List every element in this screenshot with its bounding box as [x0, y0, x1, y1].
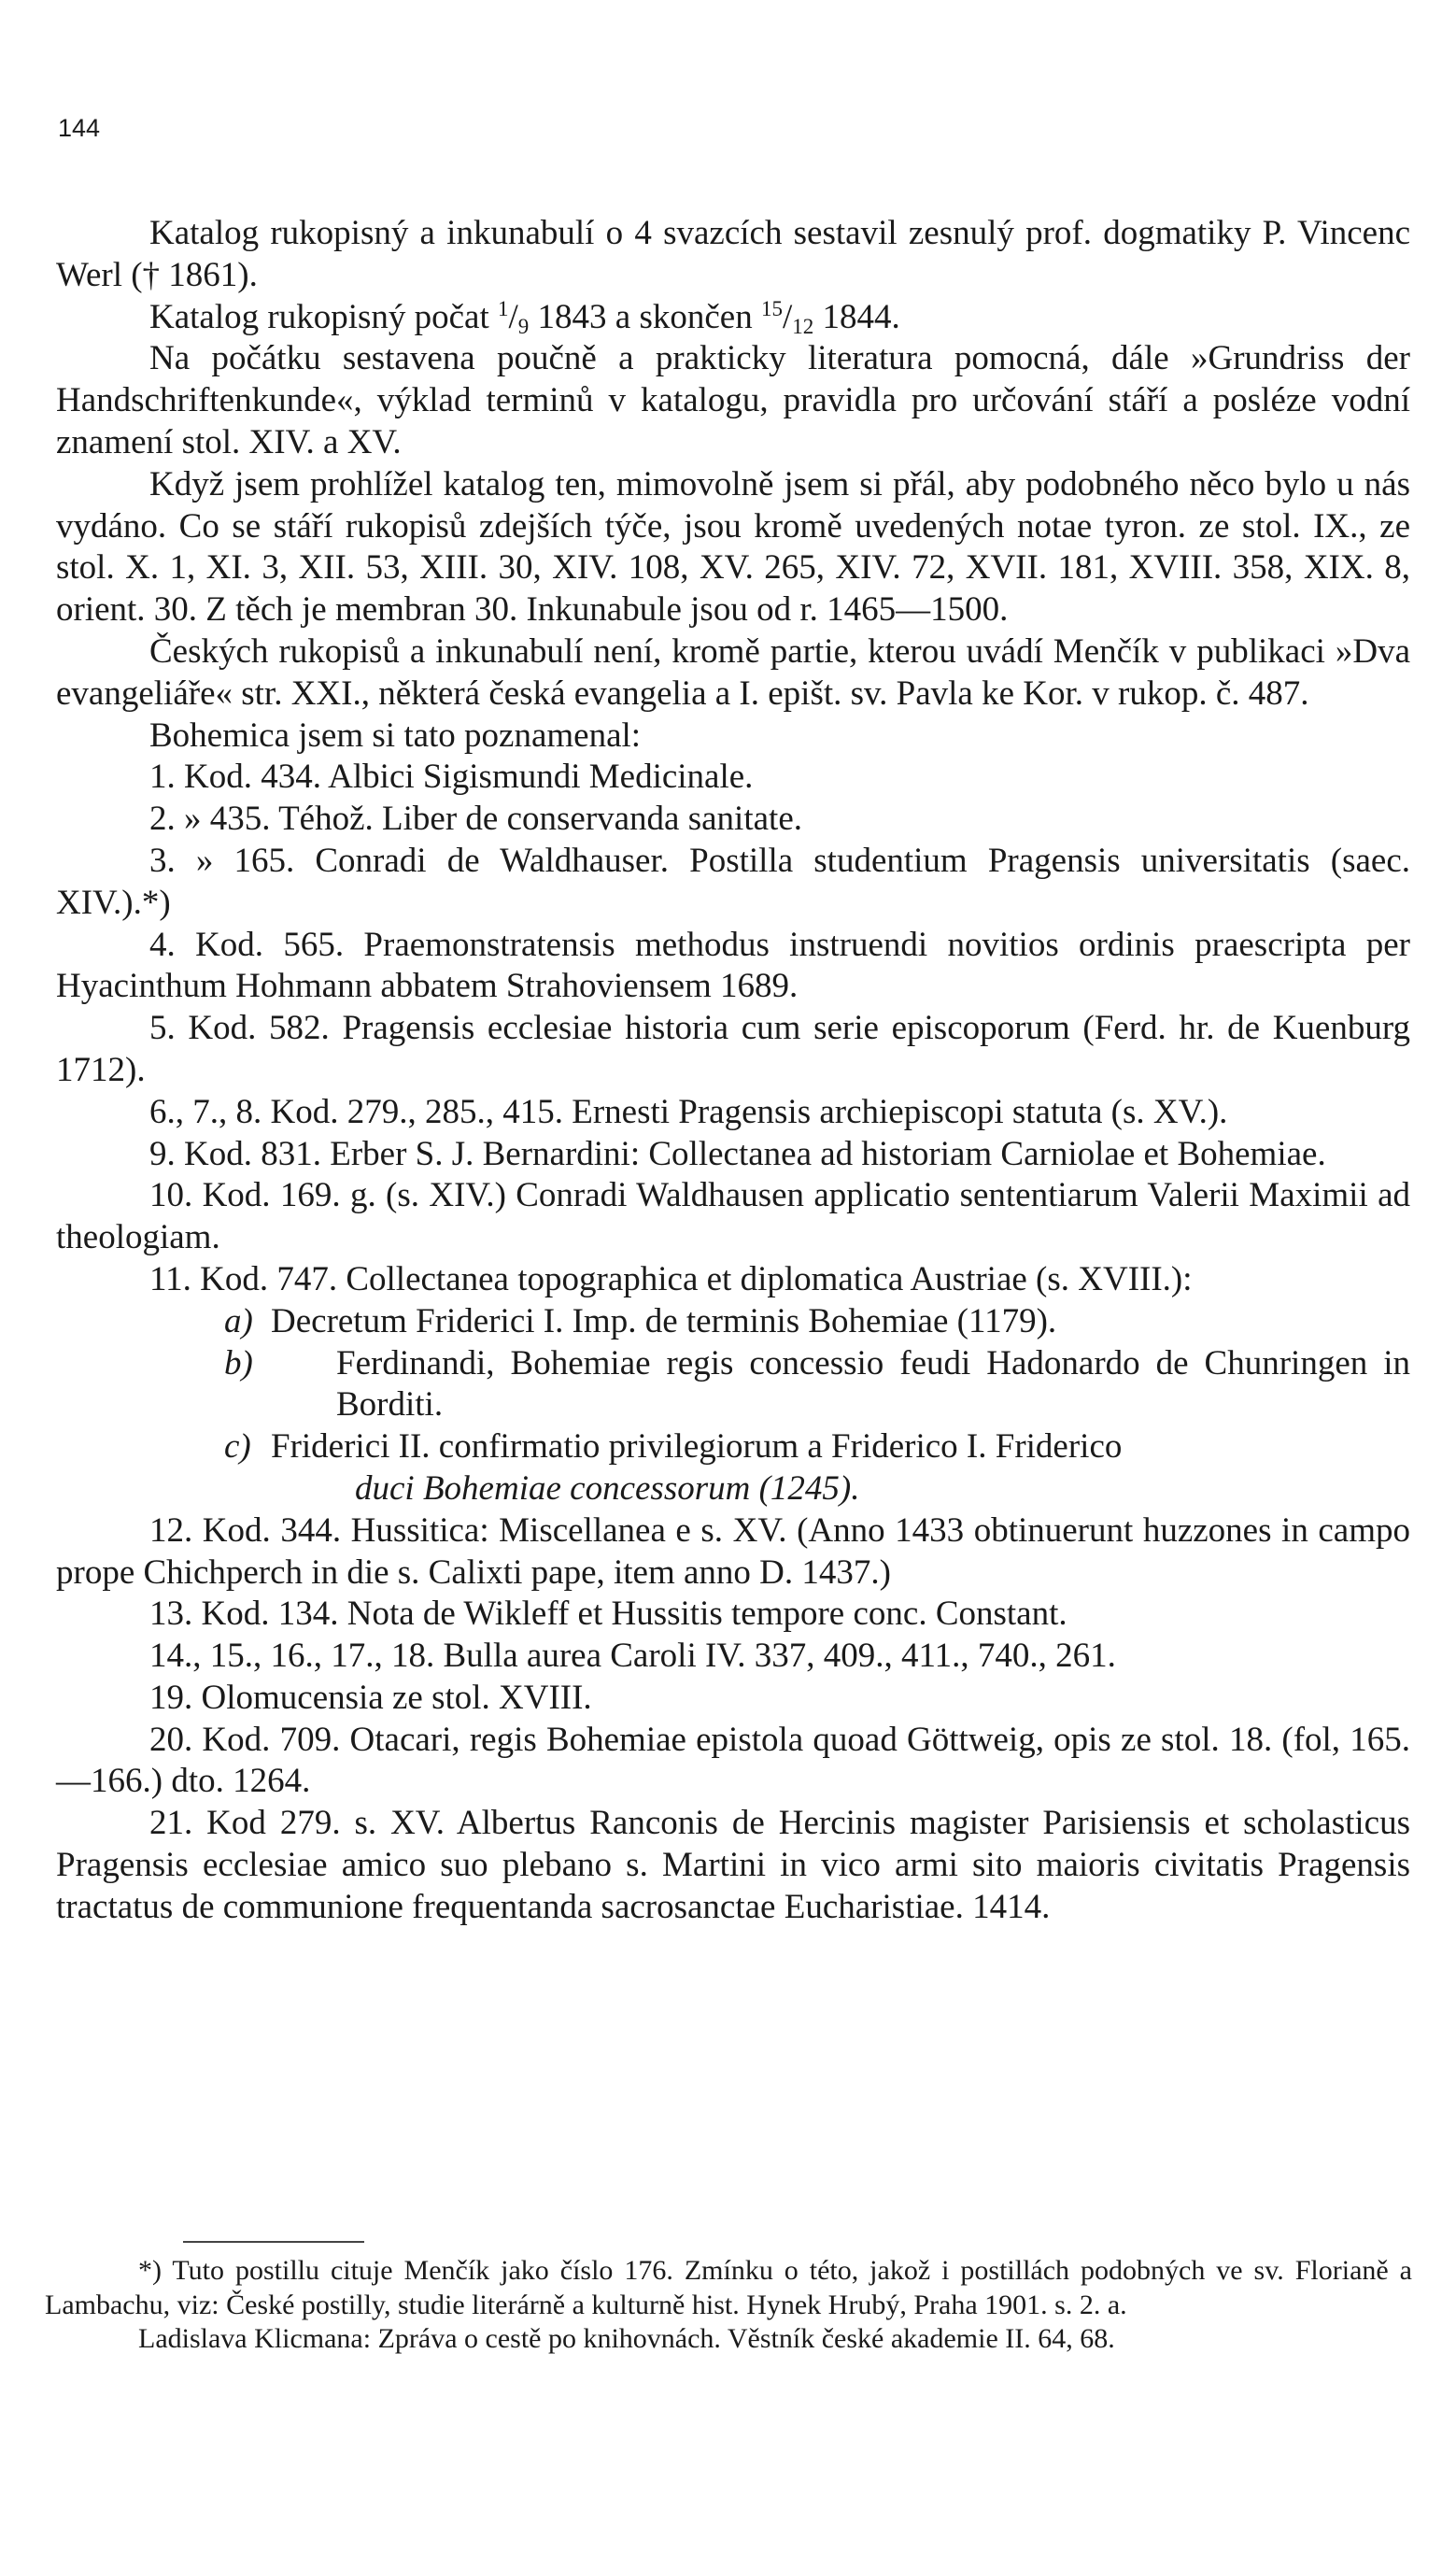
list-item: 12. Kod. 344. Hussitica: Miscellanea e s. XV. (Anno 1433 obtinuerunt huzzones in campo prope Chichperch in die s. Calixti pape, item anno D. 1437.) — [56, 1510, 1410, 1592]
footnote: Ladislava Klicmana: Zpráva o cestě po knihovnách. Věstník české akademie II. 64, 68. — [138, 2323, 1115, 2354]
paragraph: Bohemica jsem si tato poznamenal: — [149, 716, 642, 755]
list-item: 9. Kod. 831. Erber S. J. Bernardini: Collectanea ad historiam Carniolae et Bohemiae. — [149, 1134, 1326, 1173]
list-item: 6., 7., 8. Kod. 279., 285., 415. Ernesti Pragensis archiepiscopi statuta (s. XV.). — [149, 1092, 1228, 1131]
list-item: 19. Olomucensia ze stol. XVIII. — [149, 1678, 592, 1717]
list-item: 14., 15., 16., 17., 18. Bulla aurea Caroli IV. 337, 409., 411., 740., 261. — [149, 1637, 1116, 1676]
list-item: 5. Kod. 582. Pragensis ecclesiae historia cum serie episcoporum (Ferd. hr. de Kuenburg 1712). — [56, 1009, 1410, 1089]
list-item: 11. Kod. 747. Collectanea topographica et diplomatica Austriae (s. XVIII.): — [149, 1259, 1193, 1298]
list-item: 4. Kod. 565. Praemonstratensis methodus instruendi novitios ordinis praescripta per Hyacinthum Hohmann abbatem Strahoviensem 1689. — [56, 925, 1410, 1006]
list-item: 2. » 435. Téhož. Liber de conservanda sanitate. — [149, 800, 802, 839]
list-item: 13. Kod. 134. Nota de Wikleff et Hussitis tempore conc. Constant. — [149, 1595, 1067, 1634]
footnotes — [45, 2254, 1412, 2357]
main-text — [56, 213, 1410, 1929]
list-item: 10. Kod. 169. g. (s. XIV.) Conradi Waldhausen applicatio sententiarum Valerii Maximii ad theologiam. — [56, 1176, 1410, 1257]
list-item: 1. Kod. 434. Albici Sigismundi Medicinale. — [149, 758, 754, 797]
sub-item: b) Ferdinandi, Bohemiae regis concessio feudi Hadonardo de Chunringen in Borditi. — [224, 1343, 1410, 1425]
footnote-separator — [183, 2241, 364, 2243]
sub-item: a) Decretum Friderici I. Imp. de terminis Bohemiae (1179). — [224, 1301, 1057, 1340]
sub-item: c) Friderici II. confirmatio privilegiorum a Friderico I. Friderico — [224, 1427, 1123, 1467]
list-item: 3. » 165. Conradi de Waldhauser. Postilla studentium Pragensis universitatis (saec. XIV.).*) — [56, 841, 1410, 922]
list-item: 20. Kod. 709. Otacari, regis Bohemiae epistola quoad Göttweig, opis ze stol. 18. (fol, 165.—166.) dto. 1264. — [56, 1720, 1410, 1801]
page-number: 144 — [58, 114, 101, 142]
list-item: 21. Kod 279. s. XV. Albertus Ranconis de Hercinis magister Parisiensis et scholasticus Pragensis ecclesiae amico suo plebano s. Martini in vico armi sito maioris civitatis Pragensis tractatus de communione frequentanda sacrosanctae Eucharistiae. 1414. — [56, 1804, 1410, 1926]
paragraph: Českých rukopisů a inkunabulí není, kromě partie, kterou uvádí Menčík v publikaci »Dva evangeliáře« str. XXI., některá česká evangelia a I. epišt. sv. Pavla ke Kor. v rukop. č. 487. — [56, 631, 1410, 713]
footnote: *) Tuto postillu cituje Menčík jako číslo 176. Zmínku o této, jakož i postillách podobných ve sv. Florianě a Lambachu, viz: České postilly, studie literárně a kulturně hist. Hynek Hrubý, Praha 1901. s. 2. a. — [45, 2255, 1412, 2320]
paragraph-dates: Katalog rukopisný počat $^1/_9$ 1843 a skončen $^{15}/_{12}$ 1844. — [149, 296, 900, 338]
paragraph: Na počátku sestavena poučně a prakticky literatura pomocná, dále »Grundriss der Handschriftenkunde«, výklad terminů v katalogu, pravidla pro určování stáří a posléze vodní znamení stol. XIV. a XV. — [56, 339, 1410, 461]
paragraph: Když jsem prohlížel katalog ten, mimovolně jsem si přál, aby podobného něco bylo u nás vydáno. Co se stáří rukopisů zdejších týče, jsou kromě uvedených notae tyron. ze stol. IX., ze stol. X. 1, XI. 3, XII. 53, XIII. 30, XIV. 108, XV. 265, XIV. 72, XVII. 181, XVIII. 358, XIX. 8, orient. 30. Z těch je membran 30. Inkunabule jsou od r. 1465—1500. — [56, 464, 1410, 630]
sub-item-continuation: duci Bohemiae concessorum (1245). — [355, 1468, 860, 1508]
paragraph: Katalog rukopisný a inkunabulí o 4 svazcích sestavil zesnulý prof. dogmatiky P. Vincenc Werl († 1861). — [56, 214, 1410, 294]
